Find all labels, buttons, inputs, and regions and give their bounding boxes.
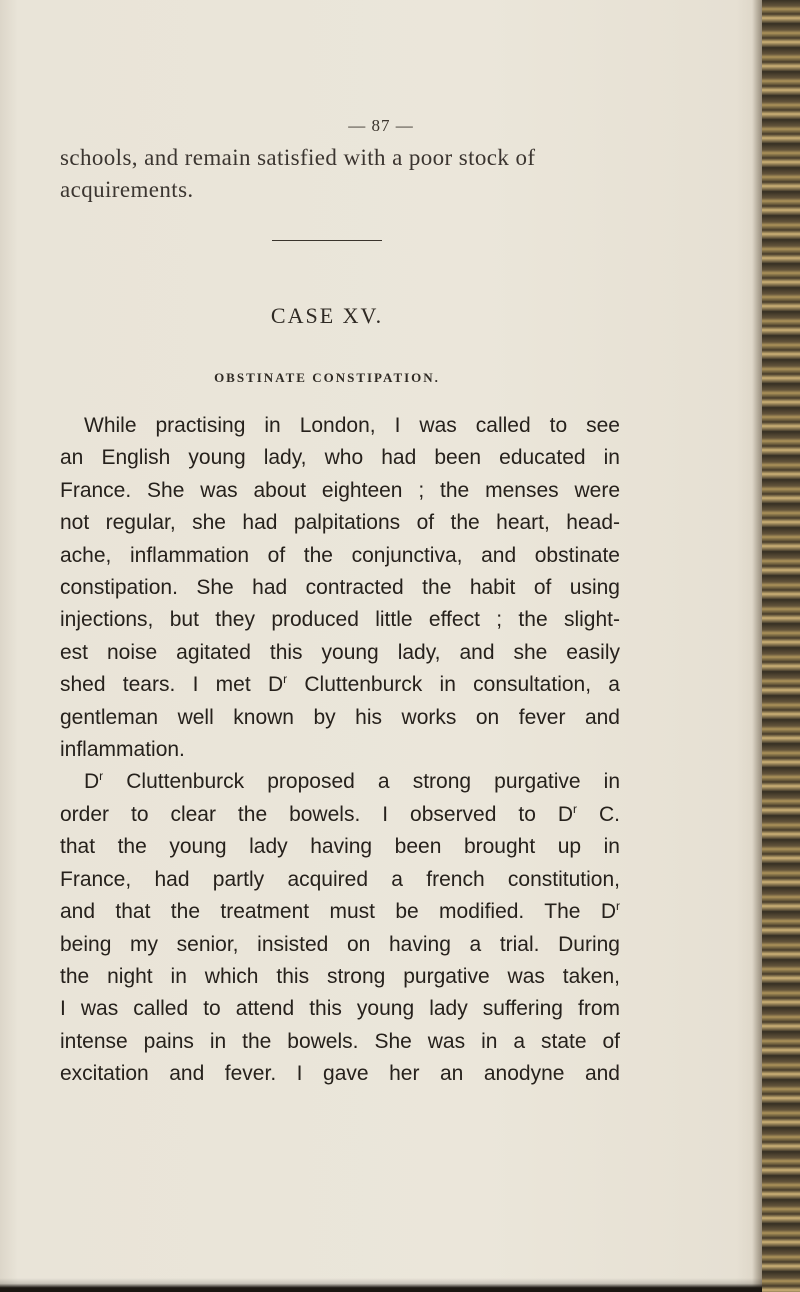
- text-line: that the young lady having been brought up in: [60, 835, 620, 859]
- case-subtitle: OBSTINATE CONSTIPATION.: [214, 370, 440, 385]
- page-bottom-shadow: [0, 1278, 762, 1292]
- text-line: France. She was about eighteen ; the menses were: [60, 478, 620, 502]
- text-line: France, had partly acquired a french constitution,: [60, 867, 620, 891]
- text-line: shed tears. I met $D^r$ Cluttenburck in consultation, a: [60, 672, 620, 697]
- text-line: and that the treatment must be modified. The $D^r$: [60, 899, 620, 924]
- text-line: being my senior, insisted on having a trial. During: [60, 932, 620, 956]
- text-line: inflammation.: [60, 738, 185, 762]
- page-number: — 87 —: [348, 116, 414, 135]
- text-line: est noise agitated this young lady, and she easily: [60, 640, 620, 664]
- text-line: I was called to attend this young lady suffering from: [60, 997, 620, 1021]
- text-line: intense pains in the bowels. She was in a state of: [60, 1029, 620, 1053]
- text-line: While practising in London, I was called to see: [84, 414, 620, 437]
- case-title: CASE XV.: [270, 303, 384, 328]
- text-line: gentleman well known by his works on fever and: [60, 705, 620, 729]
- text-line: constipation. She had contracted the habit of using: [60, 576, 620, 600]
- continuation-paragraph: [60, 142, 620, 206]
- text-line: an English young lady, who had been educated in: [60, 446, 620, 470]
- text-line: ache, inflammation of the conjunctiva, and obstinate: [60, 543, 620, 567]
- text-line: excitation and fever. I gave her an anodyne and: [60, 1062, 620, 1086]
- text-line: schools, and remain satisfied with a poor stock of: [60, 145, 536, 170]
- text-line: $D^r$ Cluttenburck proposed a strong purgative in: [84, 769, 620, 794]
- text-line: not regular, she had palpitations of the heart, head-: [60, 511, 620, 535]
- text-line: injections, but they produced little effect ; the slight-: [60, 608, 620, 632]
- case-body: [60, 410, 620, 1091]
- text-line: the night in which this strong purgative was taken,: [60, 964, 620, 988]
- text-line: order to clear the bowels. I observed to $D^r$ C.: [60, 801, 620, 826]
- text-line: acquirements.: [60, 177, 194, 202]
- book-binding-edge: [762, 0, 800, 1292]
- section-divider: [272, 240, 382, 241]
